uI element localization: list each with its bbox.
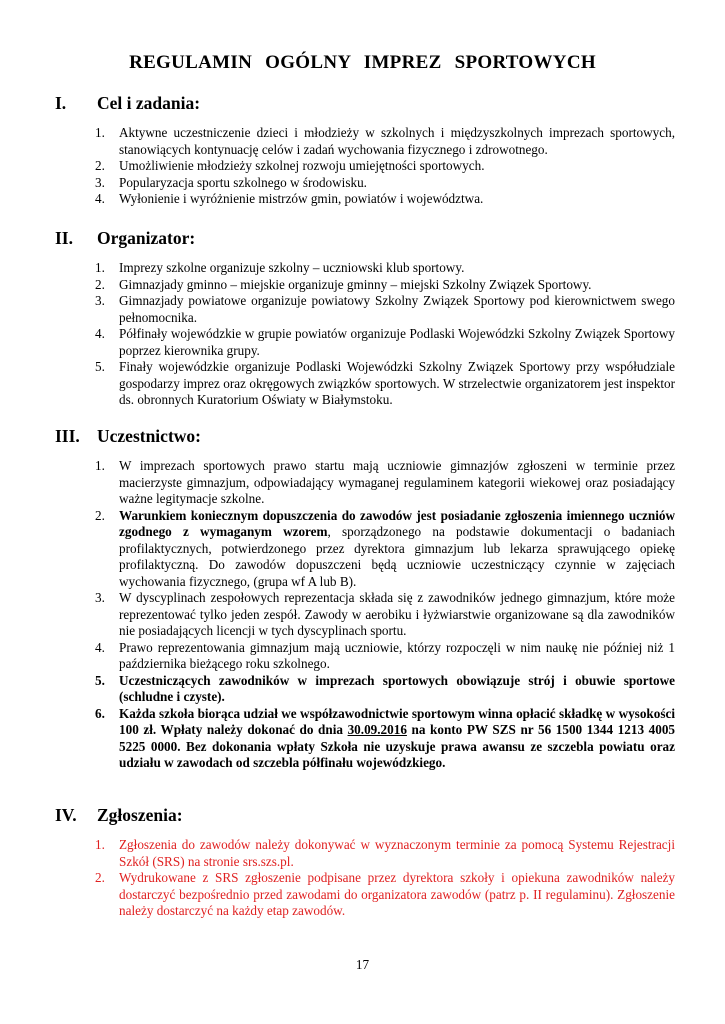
item-number: 3. (95, 293, 105, 308)
item-number: 5. (95, 359, 105, 374)
item-text: na konto PW SZS nr 56 1500 1344 1213 4005 5225 0000. Bez dokonania wpłaty Szkoła nie uzyskuje prawa awansu ze szczebla powiatu oraz udziału w zawodach od szczebla półfinału wojewódzkiego. (119, 722, 676, 770)
item-text: Finały wojewódzkie organizuje Podlaski Wojewódzki Szkolny Związek Sportowy przy współudziale gospodarzy imprez oraz okręgowych związków sportowych. W strzelectwie organizatorem jest inspektor ds. obronnych Kuratorium Oświaty w Białymstoku. (119, 359, 675, 407)
list-item (55, 640, 675, 673)
item-number: 4. (95, 191, 105, 206)
item-number: 1. (95, 458, 105, 473)
payment-deadline-date: 30.09.2016 (347, 722, 407, 737)
page-number: 17 (355, 957, 370, 972)
section-heading (55, 426, 675, 450)
item-number: 2. (95, 158, 105, 173)
item-text: W dyscyplinach zespołowych reprezentacja składa się z zawodników jednego gimnazjum, które może reprezentować tylko jeden zespół. Zawody w aerobiku i łyżwiarstwie organizowane są dla zawodników nie posiadających licencji w tych dyscyplinach sportu. (119, 590, 675, 638)
item-number: 5. (95, 672, 105, 688)
item-text: Umożliwienie młodzieży szkolnej rozwoju umiejętności sportowych. (119, 158, 485, 173)
list-item (55, 837, 675, 870)
list-item (55, 359, 675, 409)
item-text: Półfinały wojewódzkie w grupie powiatów organizuje Podlaski Wojewódzki Szkolny Związek Sportowy poprzez kierownika grupy. (119, 326, 675, 358)
section-heading (55, 228, 675, 252)
item-text: Aktywne uczestniczenie dzieci i młodzieży w szkolnych i międzyszkolnych imprezach sportowych, stanowiących kontynuację celów i zadań wychowania fizycznego i zdrowotnego. (119, 125, 675, 157)
item-number: 3. (95, 174, 105, 190)
section-number: I. (55, 93, 67, 113)
section-number: IV. (55, 805, 77, 825)
section-title: Organizator: (97, 228, 196, 248)
list-item (55, 706, 675, 772)
section-title: Zgłoszenia: (97, 805, 183, 825)
item-text: Prawo reprezentowania gimnazjum mają uczniowie, którzy rozpoczęli w nim naukę nie później niż 1 października bieżącego roku szkolnego. (119, 639, 675, 671)
item-text: Wydrukowane z SRS zgłoszenie podpisane przez dyrektora szkoły i opiekuna zawodników należy dostarczyć bezpośrednio przed zawodami do organizatora zawodów (patrz p. II regulaminu). Zgłoszenie należy dostarczyć na każdy etap zawodów. (119, 870, 675, 918)
section-zgloszenia (55, 805, 675, 920)
list-item (55, 870, 675, 920)
item-number: 1. (95, 260, 105, 275)
list-item (55, 277, 675, 294)
list-item (55, 191, 675, 208)
item-number: 2. (95, 507, 105, 523)
item-number: 1. (95, 125, 105, 140)
item-number: 3. (95, 590, 105, 605)
list-item (55, 508, 675, 591)
section-heading (55, 805, 675, 829)
item-text: Wyłonienie i wyróżnienie mistrzów gmin, powiatów i województwa. (119, 191, 484, 206)
item-text: Zgłoszenia do zawodów należy dokonywać w wyznaczonym terminie za pomocą Systemu Rejestracji Szkół (SRS) na stronie srs.szs.pl. (119, 837, 675, 869)
section-organizator (55, 228, 675, 409)
section-cel-i-zadania (55, 93, 675, 208)
item-text: Gimnazjady gminno – miejskie organizuje gminny – miejski Szkolny Związek Sportowy. (119, 276, 592, 292)
section-list (55, 458, 675, 772)
item-number: 4. (95, 326, 105, 341)
section-number: III. (55, 426, 80, 446)
item-text: , sporządzonego na podstawie dokumentacji o badaniach profilaktycznych, potwierdzonego przez dyrektora gimnazjum lub lekarza sprawującego opiekę profilaktyczną. Do zawodów dopuszczeni będą uczniowie uczestniczący czynnie w zajęciach wychowania fizycznego, (grupa wf A lub B). (119, 524, 676, 589)
list-item (55, 175, 675, 192)
section-heading (55, 93, 675, 117)
list-item (55, 458, 675, 508)
list-item (55, 673, 675, 706)
item-text: Gimnazjady powiatowe organizuje powiatowy Szkolny Związek Sportowy pod kierownictwem swego pełnomocnika. (119, 293, 675, 325)
section-list (55, 260, 675, 409)
section-title: Cel i zadania: (97, 93, 201, 113)
list-item (55, 158, 675, 175)
item-number: 1. (95, 837, 105, 852)
item-number: 2. (95, 276, 105, 292)
list-item (55, 125, 675, 158)
list-item (55, 590, 675, 640)
section-list (55, 837, 675, 920)
item-number: 4. (95, 639, 105, 655)
document-title: REGULAMIN OGÓLNY IMPREZ SPORTOWYCH (129, 52, 596, 73)
section-uczestnictwo (55, 426, 675, 772)
item-text: Imprezy szkolne organizuje szkolny – uczniowski klub sportowy. (119, 260, 465, 275)
item-text: W imprezach sportowych prawo startu mają uczniowie gimnazjów zgłoszeni w terminie przez macierzyste gimnazjum, odpowiadający wymaganej regulaminem kategorii wiekowej oraz posiadający ważne legitymacje szkolne. (119, 458, 675, 506)
item-text: Uczestniczących zawodników w imprezach sportowych obowiązuje strój i obuwie sportowe (schludne i czyste). (119, 672, 675, 704)
section-list (55, 125, 675, 208)
item-number: 2. (95, 870, 105, 885)
item-text: Każda szkoła biorąca udział we współzawodnictwie sportowym winna opłacić składkę w wysokości 100 zł. Wpłaty należy dokonać do dnia (119, 705, 675, 737)
section-title: Uczestnictwo: (97, 426, 201, 446)
section-number: II. (55, 228, 73, 248)
item-text-bold: Warunkiem koniecznym dopuszczenia do zawodów jest posiadanie zgłoszenia imiennego uczniów zgodnego z wymaganym wzorem (119, 507, 675, 539)
list-item (55, 260, 675, 277)
list-item (55, 326, 675, 359)
list-item (55, 293, 675, 326)
item-number: 6. (95, 705, 105, 721)
item-text: Popularyzacja sportu szkolnego w środowisku. (119, 174, 367, 190)
